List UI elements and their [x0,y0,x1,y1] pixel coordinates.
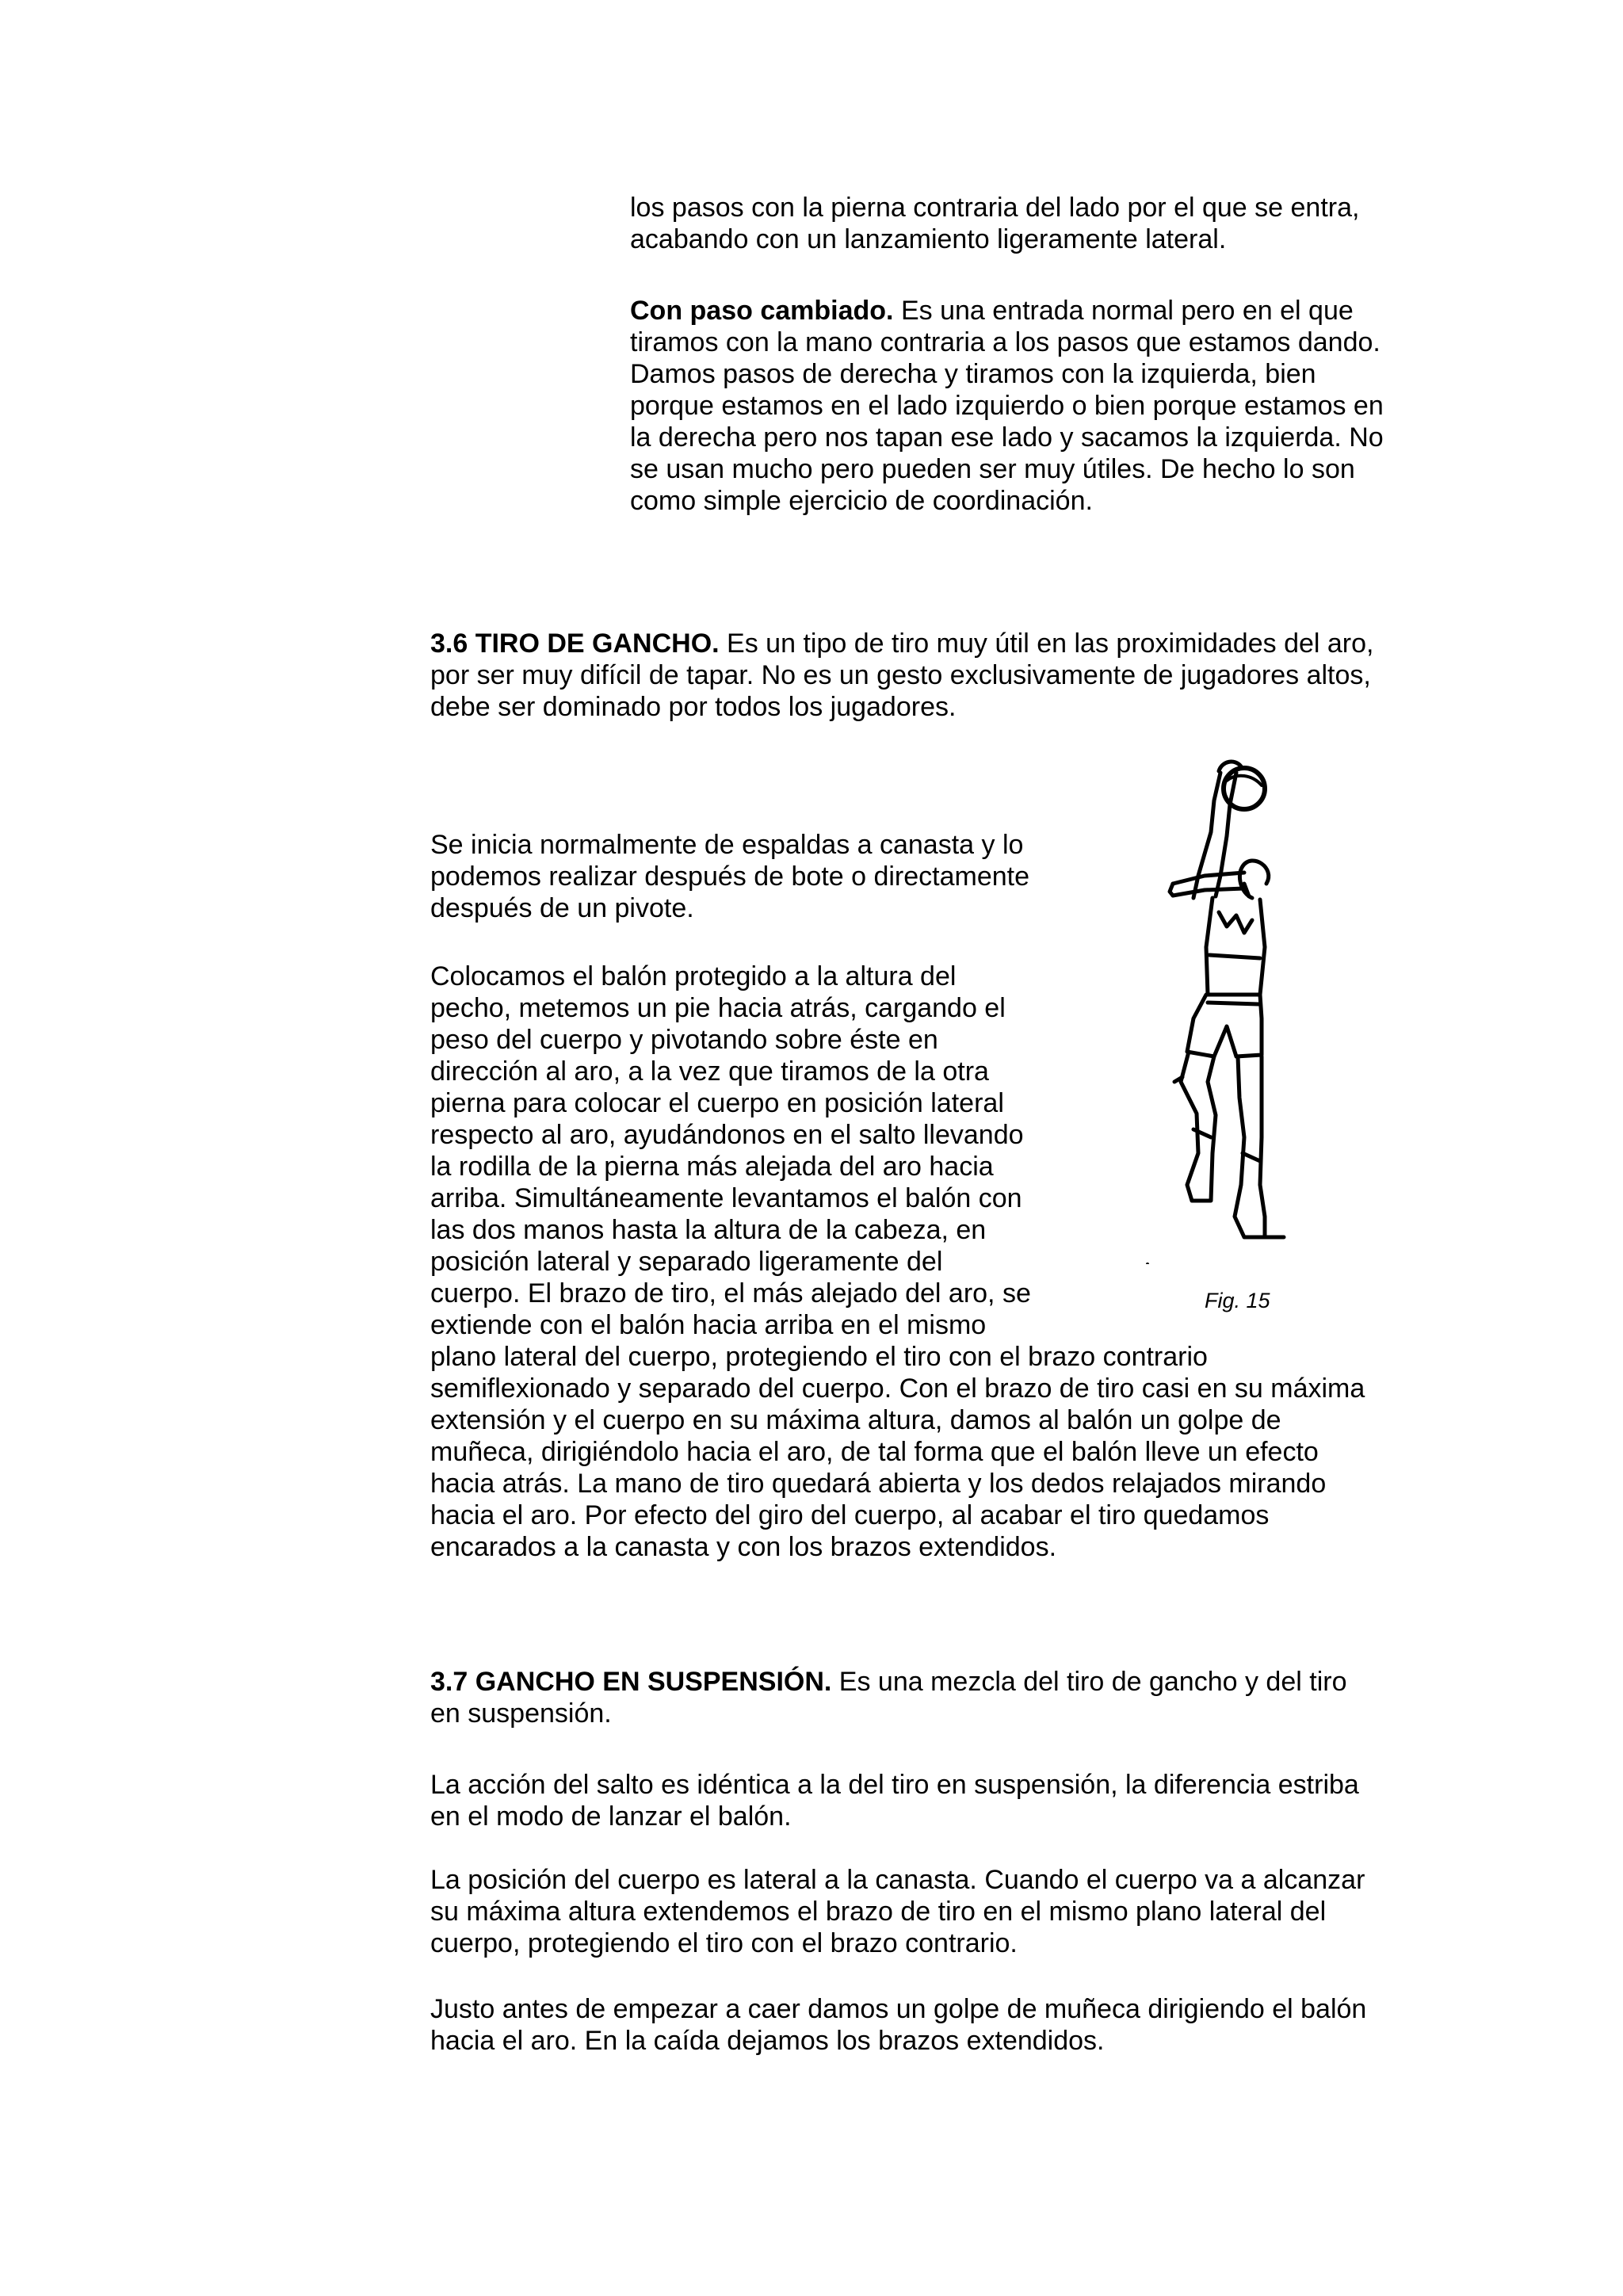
paso-cambiado-heading: Con paso cambiado. [630,296,894,326]
text-line: su máxima altura extendemos el brazo de tiro en el mismo plano lateral del [430,1897,1327,1927]
intro-paragraph [630,192,1415,255]
text-line: se usan mucho pero pueden ser muy útiles. De hecho lo son [630,454,1355,484]
section-3-7-paragraph-4 [430,1993,1397,2057]
text-line: extensión y el cuerpo en su máxima altura, damos al balón un golpe de [430,1405,1281,1435]
text-line: después de un pivote. [430,893,694,923]
section-3-6-heading: 3.6 TIRO DE GANCHO. [430,628,720,659]
text-line: dirección al aro, a la vez que tiramos de la otra [430,1056,989,1087]
text-line: como simple ejercicio de coordinación. [630,486,1093,516]
text-line [430,628,1397,659]
text-line: tiramos con la mano contraria a los pasos que estamos dando. [630,327,1381,357]
text-line: en suspensión. [430,1698,612,1729]
text-line: arriba. Simultáneamente levantamos el balón con [430,1183,1022,1213]
text-line: muñeca, dirigiéndolo hacia el aro, de tal forma que el balón lleve un efecto [430,1437,1319,1467]
text-line: encarados a la canasta y con los brazos extendidos. [430,1532,1057,1562]
text-line: cuerpo. El brazo de tiro, el más alejado del aro, se [430,1278,1031,1308]
text-line: Colocamos el balón protegido a la altura del [430,961,957,991]
text-line: Damos pasos de derecha y tiramos con la izquierda, bien [630,359,1316,389]
section-3-6-intro [430,628,1397,723]
text-line: extiende con el balón hacia arriba en el mismo [430,1310,987,1340]
paso-cambiado-first-line: Es una entrada normal pero en el que [893,296,1354,326]
text-line: posición lateral y separado ligeramente del [430,1247,943,1277]
text-line: la derecha pero nos tapan ese lado y sacamos la izquierda. No [630,422,1384,453]
text-line: acabando con un lanzamiento ligeramente lateral. [630,224,1227,254]
text-line: debe ser dominado por todos los jugadores. [430,692,957,722]
text-line: en el modo de lanzar el balón. [430,1801,792,1832]
hook-shot-player-illustration [1125,757,1316,1264]
section-3-7-intro [430,1666,1397,1729]
text-line: La acción del salto es idéntica a la del tiro en suspensión, la diferencia estriba [430,1770,1359,1800]
text-line: respecto al aro, ayudándonos en el salto llevando [430,1120,1024,1150]
section-3-7-paragraph-2 [430,1769,1397,1832]
text-line: hacia el aro. Por efecto del giro del cuerpo, al acabar el tiro quedamos [430,1500,1270,1530]
paso-cambiado-paragraph [630,295,1415,517]
text-line: hacia el aro. En la caída dejamos los brazos extendidos. [430,2026,1105,2056]
text-line: podemos realizar después de bote o directamente [430,861,1030,892]
section-3-6-first-line: Es un tipo de tiro muy útil en las proximidades del aro, [719,628,1374,659]
text-line: hacia atrás. La mano de tiro quedará abierta y los dedos relajados mirando [430,1469,1327,1499]
text-line: plano lateral del cuerpo, protegiendo el tiro con el brazo contrario [430,1342,1208,1372]
text-line: semiflexionado y separado del cuerpo. Con el brazo de tiro casi en su máxima [430,1373,1365,1404]
text-line: Justo antes de empezar a caer damos un golpe de muñeca dirigiendo el balón [430,1994,1367,2024]
text-line: pecho, metemos un pie hacia atrás, cargando el [430,993,1006,1023]
figure-caption: Fig. 15 [1205,1289,1270,1312]
text-line: cuerpo, protegiendo el tiro con el brazo contrario. [430,1928,1018,1958]
section-3-7-first-line: Es una mezcla del tiro de gancho y del tiro [831,1667,1347,1697]
text-line: La posición del cuerpo es lateral a la canasta. Cuando el cuerpo va a alcanzar [430,1865,1365,1895]
text-line: la rodilla de la pierna más alejada del aro hacia [430,1152,994,1182]
section-3-7-heading: 3.7 GANCHO EN SUSPENSIÓN. [430,1667,832,1697]
text-line: peso del cuerpo y pivotando sobre éste en [430,1025,938,1055]
section-3-7-paragraph-3 [430,1864,1397,1959]
text-line [430,1666,1397,1698]
text-line: por ser muy difícil de tapar. No es un gesto exclusivamente de jugadores altos, [430,660,1371,690]
text-line: Se inicia normalmente de espaldas a canasta y lo [430,830,1024,860]
text-line: las dos manos hasta la altura de la cabeza, en [430,1215,987,1245]
text-line: porque estamos en el lado izquierdo o bien porque estamos en [630,391,1384,421]
text-line: los pasos con la pierna contraria del lado por el que se entra, [630,193,1360,223]
text-line: pierna para colocar el cuerpo en posición lateral [430,1088,1004,1118]
text-line [630,295,1415,327]
